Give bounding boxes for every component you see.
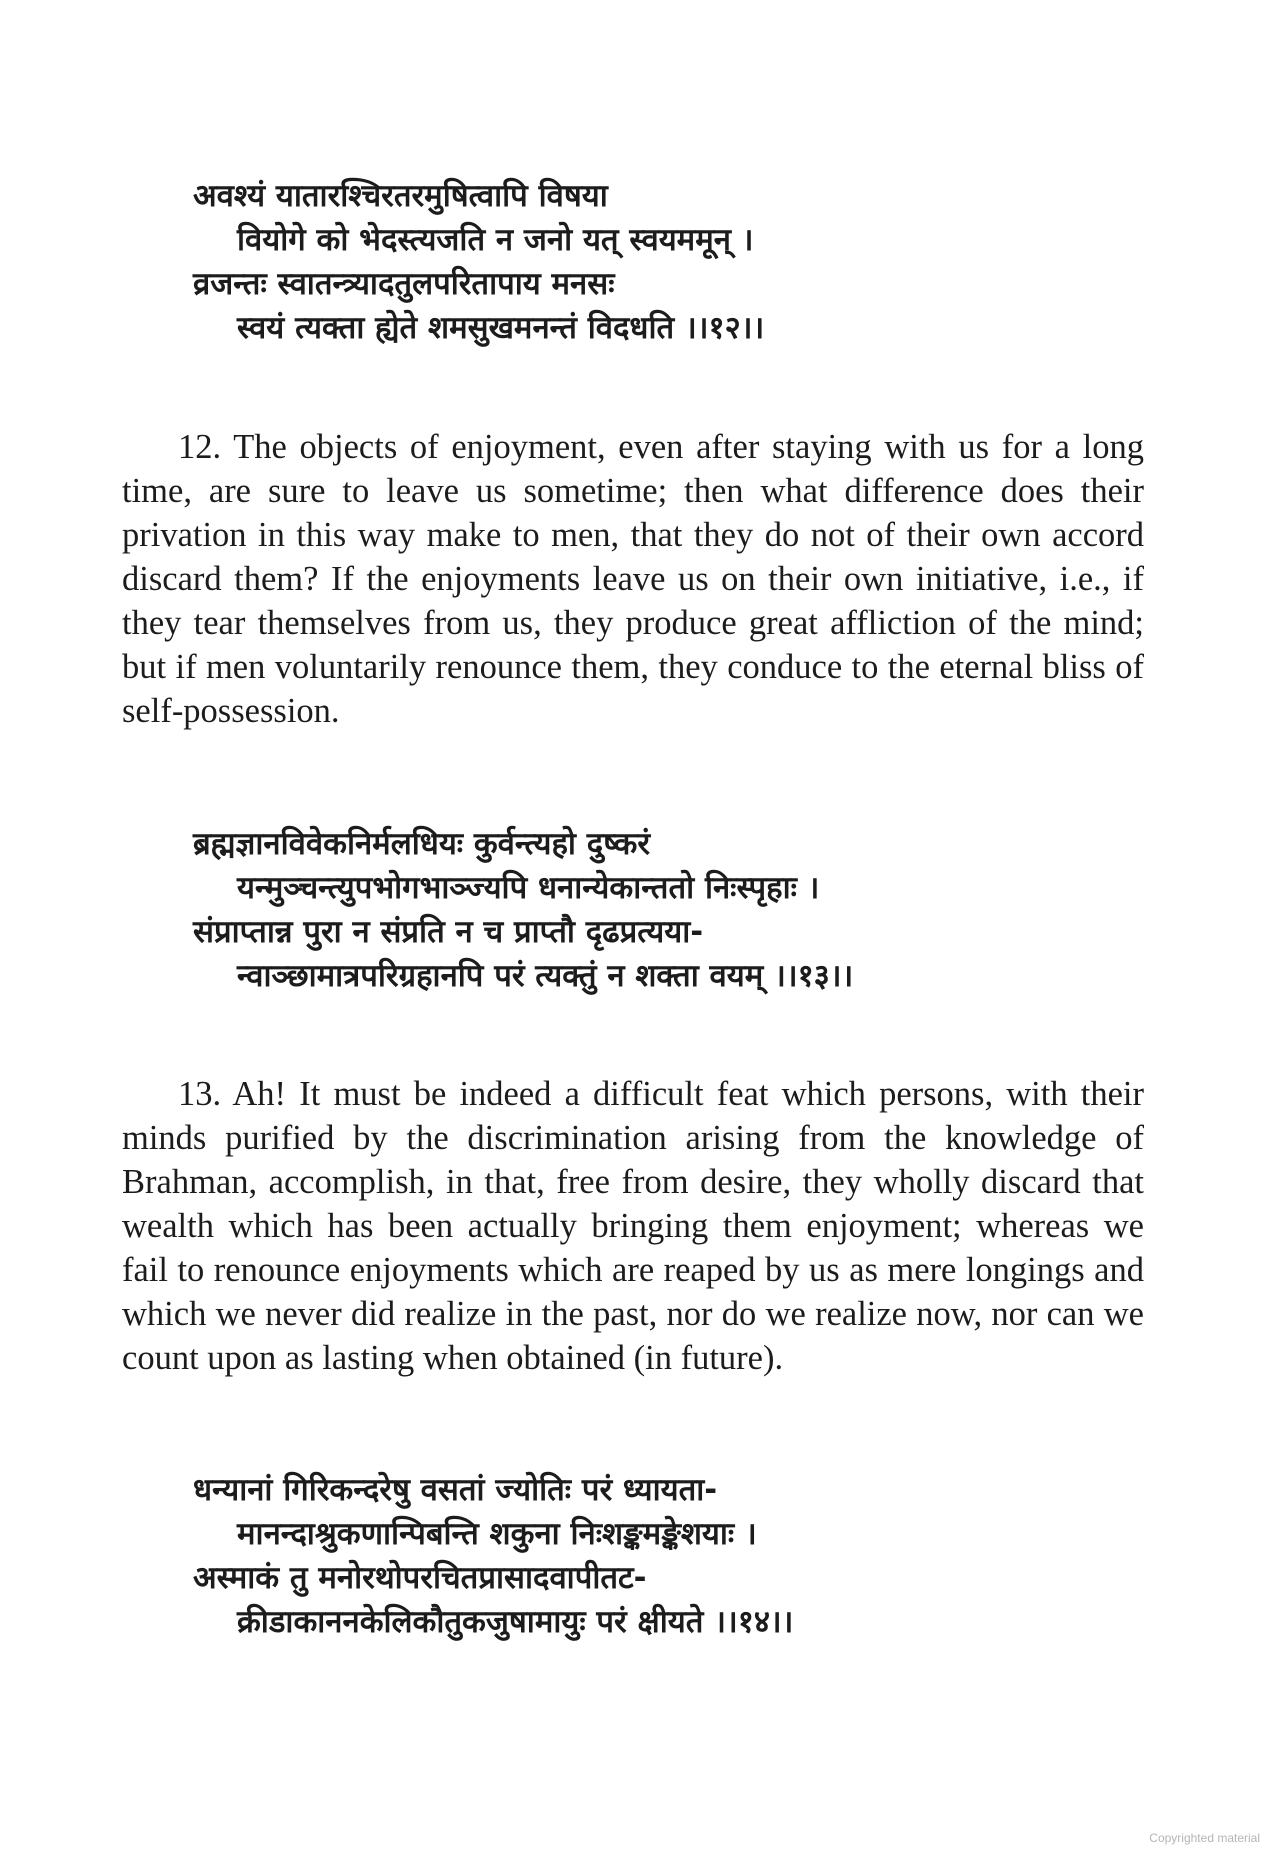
verse-line: स्वयं त्यक्ता ह्येते शमसुखमनन्तं विदधति ।।१२।। — [237, 310, 765, 346]
verse-line: अवश्यं यातारश्चिरतरमुषित्वापि विषया — [193, 178, 608, 214]
verse-line: व्रजन्तः स्वातन्त्र्यादतुलपरितापाय मनसः — [193, 266, 615, 302]
verse-line: ब्रह्मज्ञानविवेकनिर्मलधियः कुर्वन्त्यहो दुष्करं — [193, 826, 651, 862]
verse-line: संप्राप्तान्न पुरा न संप्रति न च प्राप्तौ दृढप्रत्यया- — [193, 914, 704, 950]
verse-line: क्रीडाकाननकेलिकौतुकजुषामायुः परं क्षीयते ।।१४।। — [237, 1604, 794, 1640]
verse-line: वियोगे को भेदस्त्यजति न जनो यत् स्वयममून् । — [237, 222, 754, 258]
translation-paragraph-13: 13. Ah! It must be indeed a difficult feat which persons, with their minds purified by the discrimination arising from the knowledge of Brahman, accomplish, in that, free from desire, they wholly discard that wealth which has been actually bringing them enjoyment; whereas we fail to renounce enjoyments which are reaped by us as mere longings and which we never did realize in the past, nor do we realize now, nor can we count upon as lasting when obtained (in future). — [122, 1075, 1144, 1377]
verse-line: न्वाञ्छामात्रपरिग्रहानपि परं त्यक्तुं न शक्ता वयम् ।।१३।। — [237, 958, 854, 994]
translation-paragraph-12: 12. The objects of enjoyment, even after staying with us for a long time, are sure to leave us sometime; then what difference does their privation in this way make to men, that they do not of their own accord discard them? If the enjoyments leave us on their own initiative, i.e., if they tear themselves from us, they produce great affliction of the mind; but if men voluntarily renounce them, they conduce to the eternal bliss of self-possession. — [122, 428, 1144, 730]
verse-line: मानन्दाश्रुकणान्पिबन्ति शकुना निःशङ्कमङ्केशयाः । — [237, 1516, 757, 1552]
copyright-watermark: Copyrighted material — [1149, 1831, 1260, 1845]
verse-line: धन्यानां गिरिकन्दरेषु वसतां ज्योतिः परं ध्यायता- — [193, 1472, 718, 1508]
sanskrit-verse-13 — [193, 822, 1173, 998]
sanskrit-verse-12 — [193, 174, 1173, 350]
verse-line: यन्मुञ्चन्त्युपभोगभाञ्ज्यपि धनान्येकान्ततो निःस्पृहाः । — [237, 870, 820, 906]
sanskrit-verse-14 — [193, 1468, 1173, 1644]
verse-line: अस्माकं तु मनोरथोपरचितप्रासादवापीतट- — [193, 1560, 647, 1596]
